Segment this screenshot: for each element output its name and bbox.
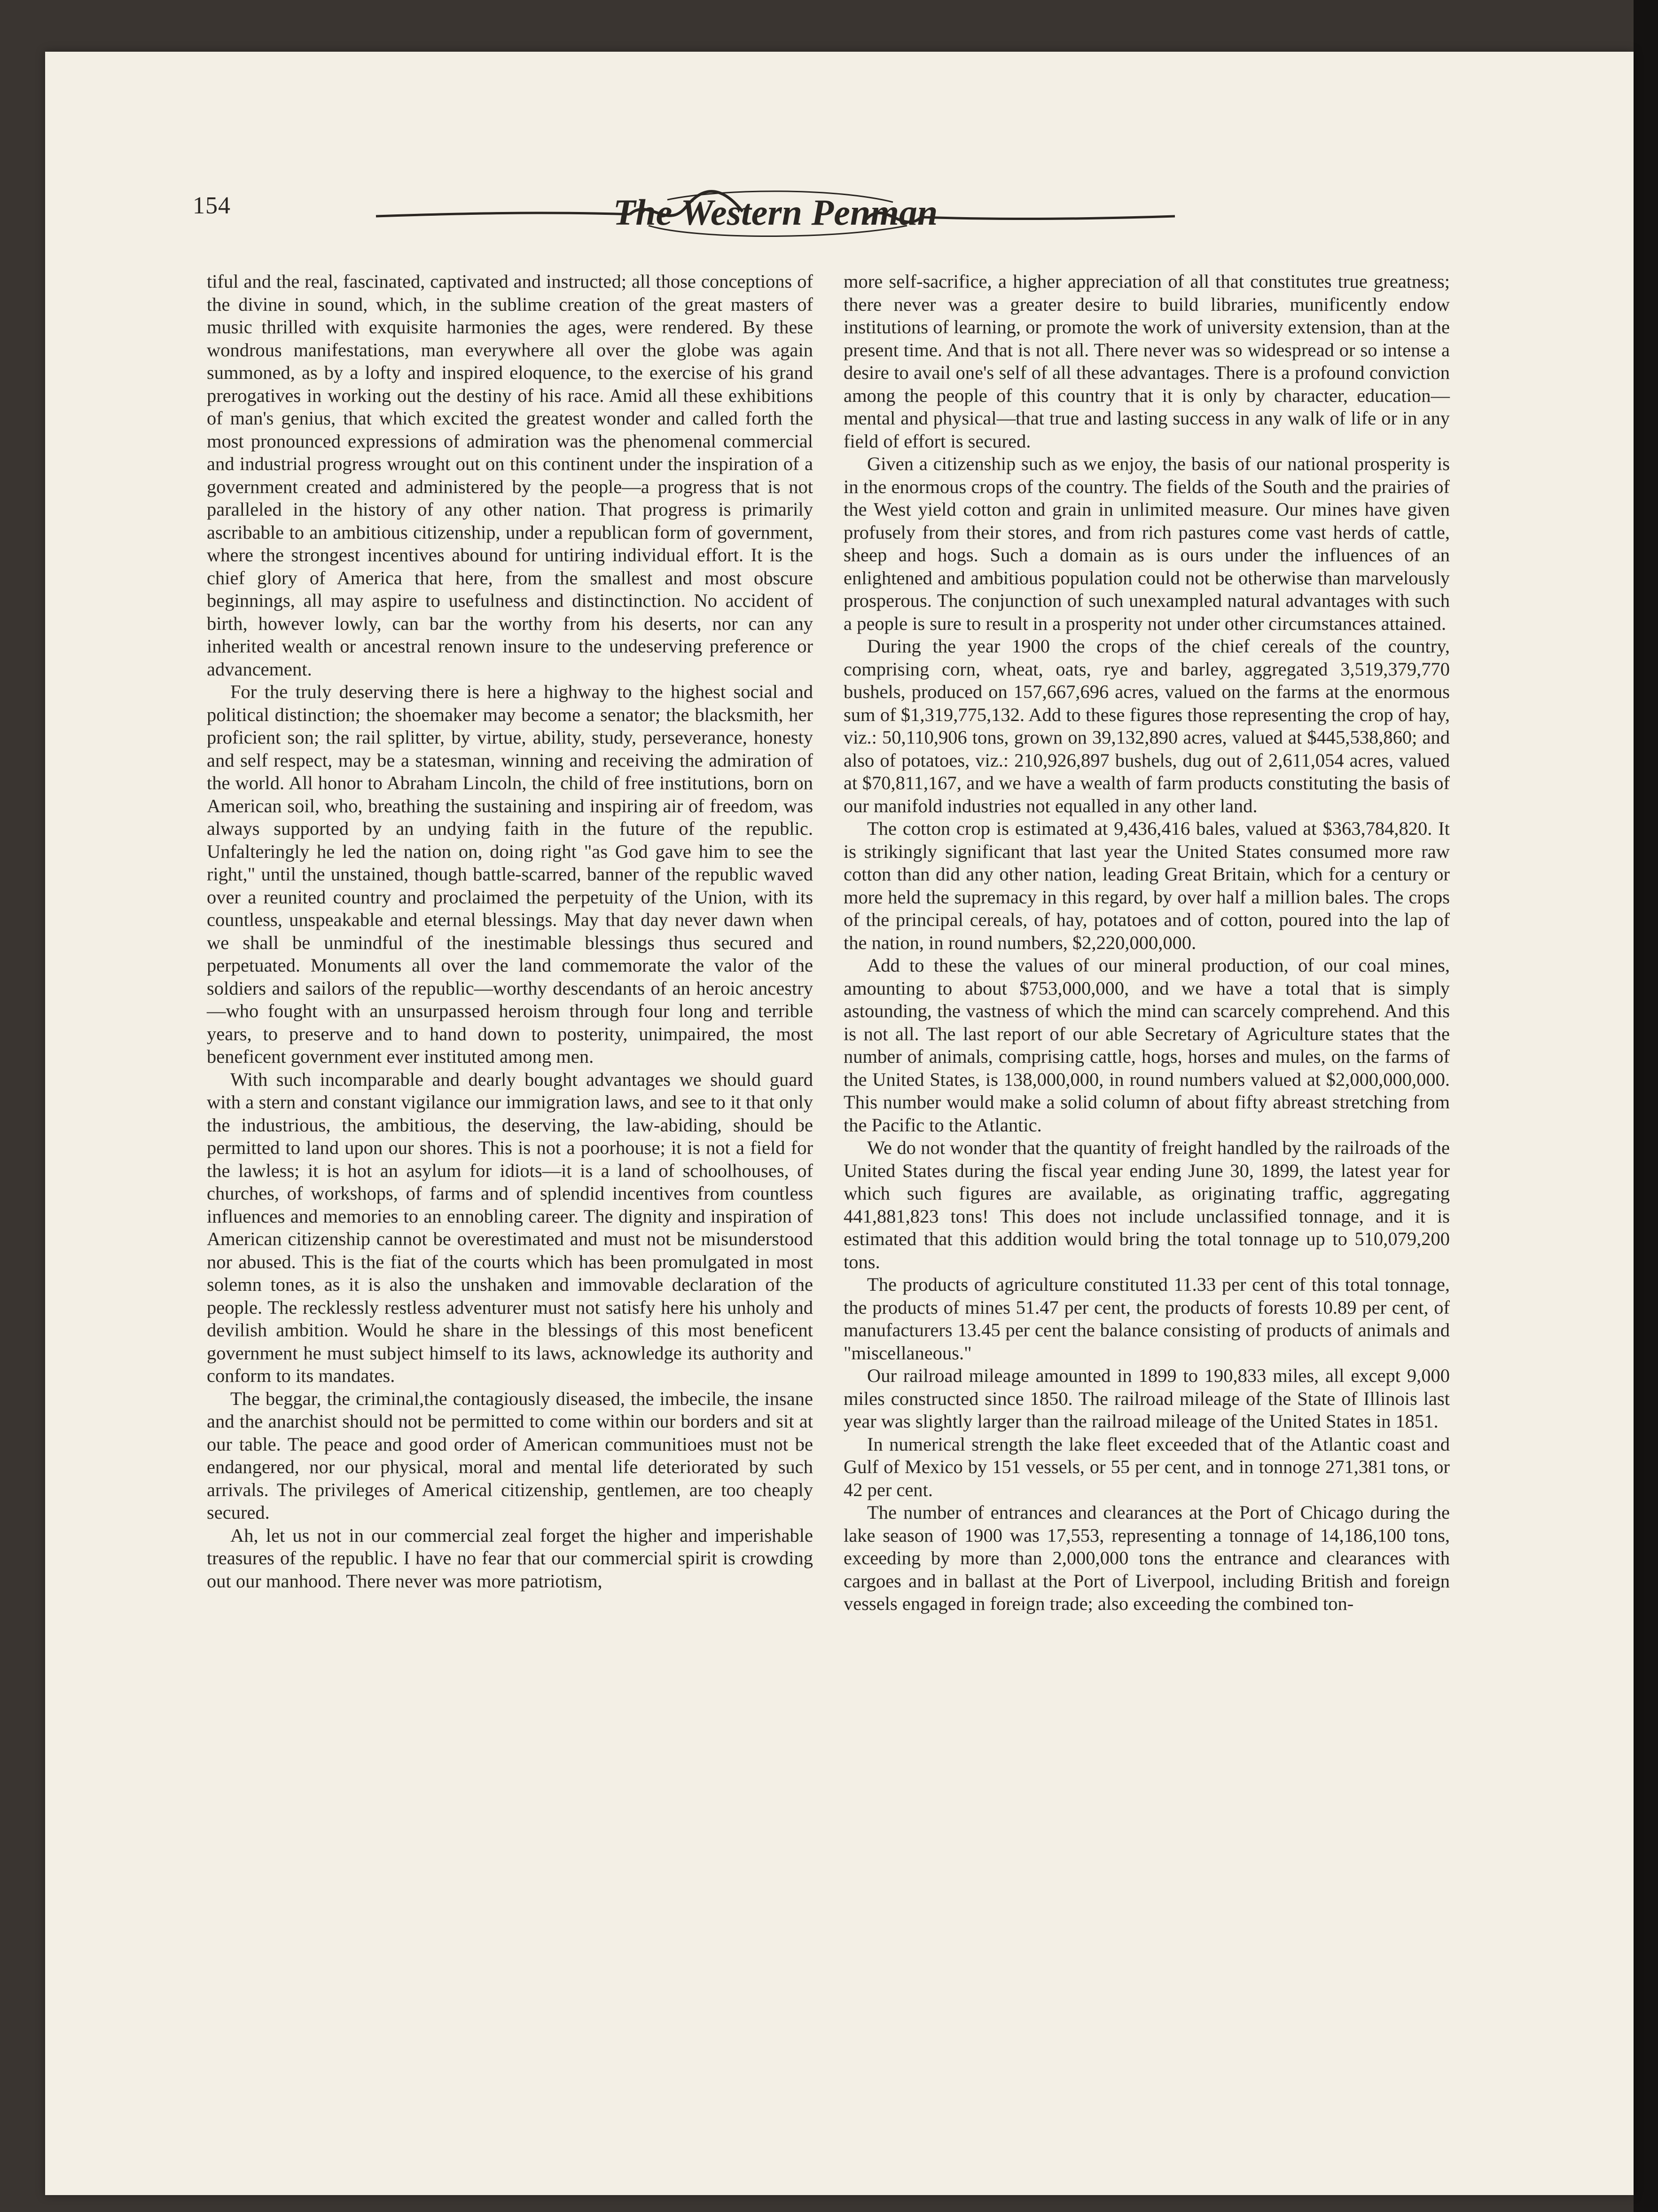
paragraph: During the year 1900 the crops of the chief cereals of the country, comprising corn, wheat, oats, rye and barley, aggregated 3,519,379,770 bushels, produced on 157,667,696 acres, valued on the farms at the enormous sum of $1,319,775,132. Add to these figures those representing the crop of hay, viz.: 50,110,906 tons, grown on 39,132,890 acres, valued at $445,538,860; and also of potatoes, viz.: 210,926,897 bushels, dug out of 2,611,054 acres, valued at $70,811,167, and we have a wealth of farm products constituting the basis of our manifold industries not equalled in any other land. (844, 635, 1450, 816)
paragraph: We do not wonder that the quantity of freight handled by the railroads of the United States during the fiscal year ending June 30, 1899, the latest year for which such figures are available, as originating traffic, aggregating 441,881,823 tons! This does not include unclassified tonnage, and it is estimated that this addition would bring the total tonnage up to 510,079,200 tons. (844, 1137, 1450, 1272)
page-number: 154 (193, 192, 231, 219)
paragraph: Our railroad mileage amounted in 1899 to 190,833 miles, all except 9,000 miles constructed since 1850. The railroad mileage of the State of Illinois last year was slightly larger than the railroad mileage of the United States in 1851. (844, 1365, 1450, 1432)
scan-edge (1634, 0, 1658, 2212)
right-column (844, 270, 1450, 1616)
paragraph: The number of entrances and clearances at the Port of Chicago during the lake season of 1900 was 17,553, representing a tonnage of 14,186,100 tons, exceeding by more than 2,000,000 tons the entrance and clearances with cargoes and in ballast at the Port of Liverpool, including British and foreign vessels engaged in foreign trade; also exceeding the combined ton- (844, 1502, 1450, 1614)
paragraph: In numerical strength the lake fleet exceeded that of the Atlantic coast and Gulf of Mexico by 151 vessels, or 55 per cent, and in tonnoge 271,381 tons, or 42 per cent. (844, 1433, 1450, 1500)
paragraph: The cotton crop is estimated at 9,436,416 bales, valued at $363,784,820. It is strikingly significant that last year the United States consumed more raw cotton than did any other nation, leading Great Britain, which for a century or more held the supremacy in this regard, by over half a million bales. The crops of the principal cereals, of hay, potatoes and of cotton, poured into the lap of the nation, in round numbers, $2,220,000,000. (844, 818, 1450, 953)
masthead-logo (367, 179, 1184, 249)
paragraph: The products of agriculture constituted 11.33 per cent of this total tonnage, the products of mines 51.47 per cent, the products of forests 10.89 per cent, of manufacturers 13.45 per cent the balance consisting of products of animals and "miscellaneous." (844, 1274, 1450, 1364)
paragraph: The beggar, the criminal,the contagiously diseased, the imbecile, the insane and the anarchist should not be permitted to come within our borders and sit at our table. The peace and good order of American communitioes must not be endangered, nor our physical, moral and mental life deteriorated by such arrivals. The privileges of Americal citizenship, gentlemen, are too cheaply secured. (207, 1388, 813, 1523)
masthead-title: The Western Penman (613, 192, 938, 233)
paragraph: Given a citizenship such as we enjoy, the basis of our national prosperity is in the enormous crops of the country. The fields of the South and the prairies of the West yield cotton and grain in unlimited measure. Our mines have given profusely from their stores, and from rich pastures come vast herds of cattle, sheep and hogs. Such a domain as is ours under the influences of an enlightened and ambitious population could not be otherwise than marvelously prosperous. The conjunction of such unexampled natural advantages with such a people is sure to result in a prosperity not under other circumstances attained. (844, 453, 1450, 634)
paragraph: Add to these the values of our mineral production, of our coal mines, amounting to about $753,000,000, and we have a total that is simply astounding, the vastness of which the mind can scarcely comprehend. And this is not all. The last report of our able Secretary of Agriculture states that the number of animals, comprising cattle, hogs, horses and mules, on the farms of the United States, is 138,000,000, in round numbers valued at $2,000,000,000. This number would make a solid column of about fifty abreast stretching from the Pacific to the Atlantic. (844, 955, 1450, 1136)
paragraph: For the truly deserving there is here a highway to the highest social and political distinction; the shoemaker may become a senator; the blacksmith, her proficient son; the rail splitter, by virtue, ability, study, perseverance, honesty and self respect, may be a statesman, winning and receiving the admiration of the world. All honor to Abraham Lincoln, the child of free institutions, born on American soil, who, breathing the sustaining and inspiring air of freedom, was always supported by an undying faith in the future of the republic. Unfalteringly he led the nation on, doing right "as God gave him to see the right," until the unstained, though battle-scarred, banner of the republic waved over a reunited country and proclaimed the perpetuity of the Union, with its countless, unspeakable and eternal blessings. May that day never dawn when we shall be unmindful of the inestimable blessings thus secured and perpetuated. Monuments all over the land commemorate the valor of the soldiers and sailors of the republic—worthy descendants of an heroic ancestry—who fought with an unsurpassed heroism through four long and terrible years, to preserve and to hand down to posterity, unimpaired, the most beneficent government ever instituted among men. (207, 681, 813, 1067)
paragraph: Ah, let us not in our commercial zeal forget the higher and imperishable treasures of the republic. I have no fear that our commercial spirit is crowding out our manhood. There never was more patriotism, (207, 1524, 813, 1592)
left-column (207, 270, 813, 1592)
paragraph: With such incomparable and dearly bought advantages we should guard with a stern and constant vigilance our immigration laws, and see to it that only the industrious, the ambitious, the deserving, the law-abiding, should be permitted to land upon our shores. This is not a poorhouse; it is not a field for the lawless; it is hot an asylum for idiots—it is a land of schoolhouses, of churches, of workshops, of farms and of splendid incentives from countless influences and memories to an ennobling career. The dignity and inspiration of American citizenship cannot be overestimated and must not be misunderstood nor abused. This is the fiat of the courts which has been promulgated in most solemn tones, as it is also the unshaken and immovable declaration of the people. The recklessly restless adventurer must not satisfy here his unholy and devilish ambition. Would he share in the blessings of this most beneficent government he must subject himself to its laws, acknowledge its authority and conform to its mandates. (207, 1068, 813, 1386)
paragraph: more self-sacrifice, a higher appreciation of all that constitutes true greatness; there never was a greater desire to build libraries, munificently endow institutions of learning, or promote the work of university extension, than at the present time. And that is not all. There never was so widespread or so intense a desire to avail one's self of all these advantages. There is a profound conviction among the people of this country that it is only by character, education—mental and physical—that true and lasting success in any walk of life or in any field of effort is secured. (844, 271, 1450, 452)
paragraph: tiful and the real, fascinated, captivated and instructed; all those conceptions of the divine in sound, which, in the sublime creation of the great masters of music thrilled with exquisite harmonies the ages, were rendered. By these wondrous manifestations, man everywhere all over the globe was again summoned, as by a lofty and inspired eloquence, to the exercise of his grand prerogatives in working out the destiny of his race. Amid all these exhibitions of man's genius, that which excited the greatest wonder and called forth the most pronounced expressions of admiration was the phenomenal commercial and industrial progress wrought out on this continent under the inspiration of a government created and administered by the people—a progress that is not paralleled in the history of any other nation. That progress is primarily ascribable to an ambitious citizenship, under a republican form of government, where the strongest incentives abound for untiring individual effort. It is the chief glory of America that here, from the smallest and most obscure beginnings, all may aspire to usefulness and distinctinction. No accident of birth, however lowly, can bar the worthy from his deserts, nor can any inherited wealth or ancestral renown insure to the undeserving preference or advancement. (207, 271, 813, 680)
